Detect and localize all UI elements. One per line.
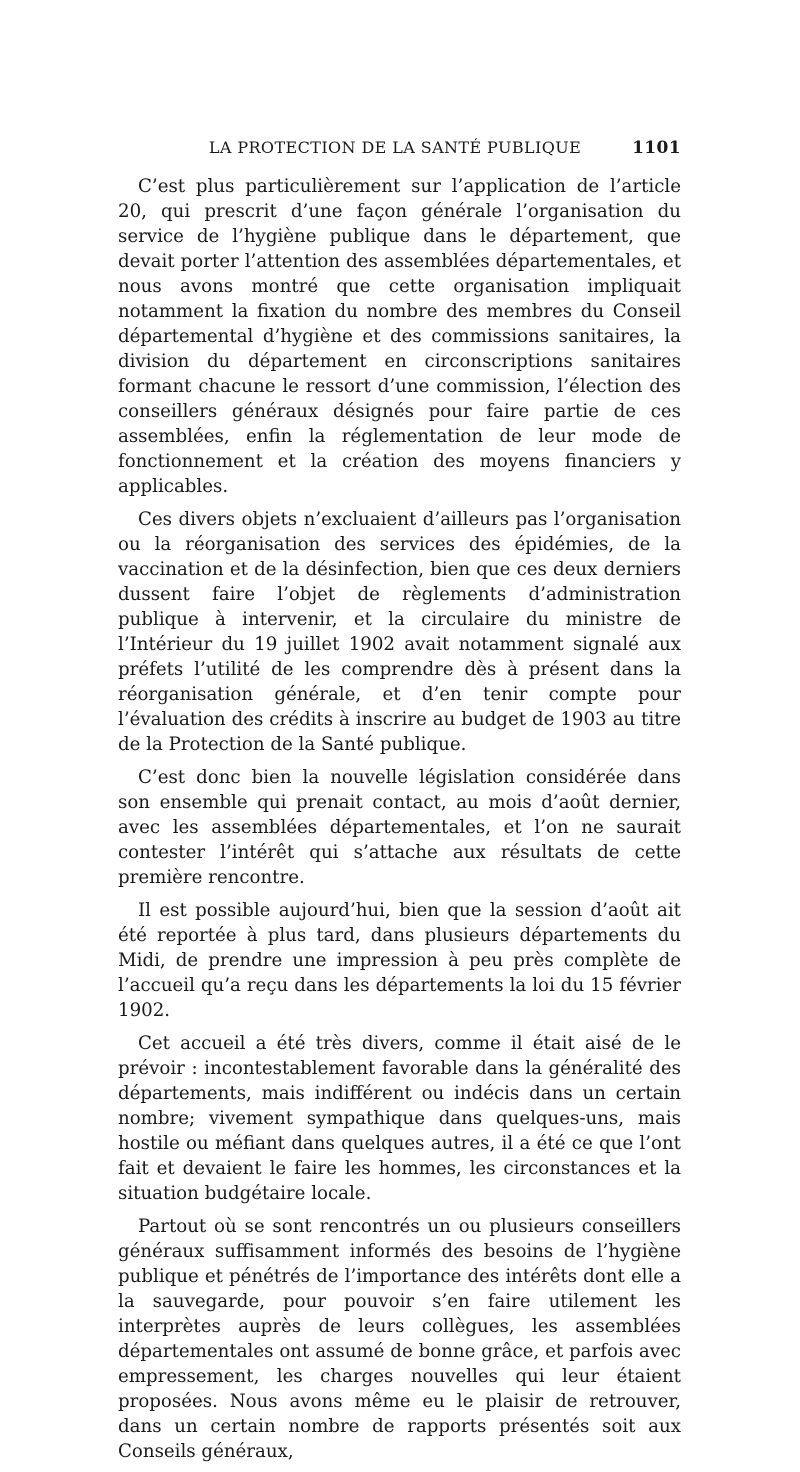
running-title: LA PROTECTION DE LA SANTÉ PUBLIQUE — [208, 138, 582, 157]
body-text — [118, 174, 681, 1464]
paragraph: C’est donc bien la nouvelle législation considérée dans son ensemble qui prenait contact, au mois d’août dernier, avec les assemblées départementales, et l’on ne saurait contester l’intérêt qui s’attache aux résultats de cette première rencontre. — [118, 767, 681, 888]
paragraph: Ces divers objets n’excluaient d’ailleurs pas l’organisation ou la réorganisation des services des épidémies, de la vaccination et de la désinfection, bien que ces deux derniers dussent faire l’objet de règlements d’administration publique à intervenir, et la circulaire du ministre de l’Intérieur du 19 juillet 1902 avait notamment signalé aux préfets l’utilité de les comprendre dès à présent dans la réorganisation générale, et d’en tenir compte pour l’évaluation des crédits à inscrire au budget de 1903 au titre de la Protection de la Santé publique. — [118, 509, 681, 755]
running-head — [118, 138, 681, 174]
paragraph: Partout où se sont rencontrés un ou plusieurs conseillers généraux suffisamment informés des besoins de l’hygiène publique et pénétrés de l’importance des intérêts dont elle a la sauvegarde, pour pouvoir s’en faire utilement les interprètes auprès de leurs collègues, les assemblées départementales ont assumé de bonne grâce, et parfois avec empressement, les charges nouvelles qui leur étaient proposées. Nous avons même eu le plaisir de retrouver, dans un certain nombre de rapports présentés soit aux Conseils généraux, — [118, 1216, 681, 1462]
paragraph: Cet accueil a été très divers, comme il était aisé de le prévoir : incontestablement favorable dans la généralité des départements, mais indifférent ou indécis dans un certain nombre; vivement sympathique dans quelques-uns, mais hostile ou méfiant dans quelques autres, il a été ce que l’ont fait et devaient le faire les hommes, les circonstances et la situation budgétaire locale. — [118, 1033, 681, 1204]
page-number: 1101 — [632, 138, 681, 158]
paragraph: C’est plus particulièrement sur l’application de l’article 20, qui prescrit d’une façon générale l’organisation du service de l’hygiène publique dans le département, que devait porter l’attention des assemblées départementales, et nous avons montré que cette organisation impliquait notamment la fixation du nombre des membres du Conseil départemental d’hygiène et des commissions sanitaires, la division du département en circonscriptions sanitaires formant chacune le ressort d’une commission, l’élection des conseillers généraux désignés pour faire partie de ces assemblées, enfin la réglementation de leur mode de fonctionnement et la création des moyens financiers y applicables. — [118, 176, 681, 497]
book-page — [118, 138, 681, 1472]
paragraph: Il est possible aujourd’hui, bien que la session d’août ait été reportée à plus tard, dans plusieurs départements du Midi, de prendre une impression à peu près complète de l’accueil qu’a reçu dans les départements la loi du 15 février 1902. — [118, 900, 681, 1021]
